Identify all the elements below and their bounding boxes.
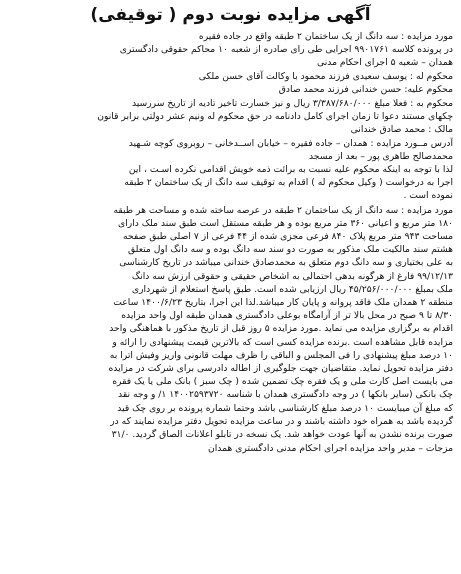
case-details-line: محکوم علیه: حسن خندانی فرزند محمد صادق: [278, 83, 453, 95]
judgment-address-line: اجرا به درخواست ( وکیل محکوم له ) اقدام به توقیف سه دانگ از یک ساختمان ۲ طبقه: [124, 177, 453, 189]
auction-terms-line: ملک بمبلغ ۴۵/۲۵۶/۰۰۰/۰۰۰ ریال ارزیابی شده است. طبق پاسخ استعلام از شهرداری: [131, 283, 453, 295]
auction-terms-line: که مبلغ آن میبایست ۱۰ درصد مبلغ کارشناسی باشد وحتما شماره پرونده بر روی چک قید: [117, 402, 453, 414]
auction-terms-line: منطقه ۲ همدان ملک فاقد پروانه و پایان کار میباشد.لذا این اجرا، بتاریخ ۱۴۰۰/۶/۲۳ ساعت: [113, 297, 453, 309]
case-details-line: همدان – شعبه ۵ اجرای احکام مدنی: [317, 57, 453, 69]
case-details-line: محکوم له : یوسف سعیدی فرزند محمود با وکالت آقای حسن ملکی: [198, 70, 453, 82]
auction-terms-line: اقدام به برگزاری مزایده می نماید .مورد مزایده ۵ روز قبل از تاریخ مذکور با هماهنگی واحد: [109, 323, 453, 335]
auction-terms-line: می بایست اصل کارت ملی و یک فقره چک تضمین شده ( چک سبز ) بانک ملی یا یک فقره: [112, 376, 453, 388]
judgment-address-section: [8, 97, 453, 203]
judgment-address-line: محمدصالح طاهری پور – بعد از مسجد: [308, 150, 453, 162]
auction-terms-line: چک بانکی (سایر بانکها ) در وجه دادگستری همدان با شناسه ۱۴۰۰۲۵۹۳۷۲۰ ۱/ و وجه نقد: [118, 389, 453, 401]
auction-terms-line: مزایده قابل مشاهده است .برنده مزایده کسی است که بالاترین قیمت پیشنهادی را ارائه و: [112, 336, 453, 348]
notice-title: آگهی مزایده نوبت دوم ( توقیفی): [90, 5, 371, 25]
auction-terms-section: [8, 204, 453, 442]
auction-terms-line: ۱۸۰ متر مربع و اعیانی ۳۶۰ متر مربع بوده و هر طبقه مستقل است طبق سند ملک دارای: [118, 217, 453, 229]
case-details-line: مورد مزایده : سه دانگ از یک ساختمان ۲ طبقه واقع در جاده فقیره: [198, 31, 453, 42]
case-details-section: [8, 30, 453, 96]
auction-terms-line: دفتر مزایده تحویل نماید. متقاضیان جهت جلوگیری از اطاله دادرسی برای شرکت در مزایده: [108, 363, 453, 375]
auction-terms-line: گردیده باشد به همراه خود داشته باشند و در ساعت مزایده تحویل دفتر مزایده نمایند که در: [110, 415, 453, 427]
auction-terms-line: ۱۰ درصد مبلغ پیشنهادی را فی المجلس و الباقی را ظرف مهلت قانونی واریز وفیش اترا به: [109, 349, 453, 361]
auction-terms-line: هشتم سند مالکیت ملک مذکور به صورت دو سند سه دانگ بوده و سه دانگ اول متعلق: [128, 244, 453, 256]
auction-terms-line: ۹۹/۱۲/۱۳ فارغ از هرگونه بدهی احتمالی به اشخاص حقیقی و حقوقی ارزش سه دانگ: [131, 270, 453, 282]
judgment-address-line: آدرس مــورد مزایده : همدان – جاده فقیره – خیابان اســدخانی – روبروی کوچه شـهید: [128, 137, 453, 149]
auction-terms-line: صورت برنده نشدن به آنها عودت خواهد شد. یک نسخه در تابلو اعلانات الصاق گردید. ۳۱/۰: [111, 429, 453, 441]
judgment-address-line: چکهای مستند دعوا تا زمان اجرای کامل دادنامه در حق محکوم له ونیم عشر دولتی برابر قانون: [97, 111, 453, 123]
judgment-address-line: نموده است .: [403, 190, 453, 202]
notice-footer: مزجات – مدیر واحد مزایده اجرای احکام مدنی دادگستری همدان: [207, 443, 453, 455]
auction-terms-line: ۸/۳۰ تا ۹ صبح در محل بالا تر از آرامگاه بوعلی دادگستری همدان طبقه اول واحد مزایده: [121, 310, 453, 322]
auction-terms-line: مورد مزایده : سه دانگ از یک ساختمان ۲ طبقه در عرصه ساخته شده و مساحت هر طبقه: [113, 204, 453, 216]
judgment-address-line: محکوم به : فعلا مبلغ ۳/۳۸۷/۶۸۰/۰۰۰ ریال و نیز خسارت تاخیر تادیه از تاریخ سررسید: [131, 98, 453, 110]
auction-terms-line: به علی بختیاری و سه دانگ دوم متعلق به محمدصادق خندانی میباشد در تاریخ کارشناسی: [119, 257, 453, 269]
judgment-address-line: لذا با توجه به اینکه محکوم علیه نسبت به برائت ذمه خویش اقدامی نکرده اسـت ، این: [128, 164, 453, 176]
auction-terms-line: مساحت ۹۴۳ متر مربع پلاک ۸۴۰ فرعی مجزی شده از ۴۴ فرعی از ۷ اصلی طبق صفحه: [122, 231, 453, 243]
case-details-line: در پرونده کلاسه ۹۹۰۱۷۶۱ اجرایی طی رای صادره از شعبه ۱۰ محاکم حقوقی دادگستری: [119, 44, 453, 56]
judgment-address-line: مالک : محمد صادق خندانی: [350, 124, 453, 136]
